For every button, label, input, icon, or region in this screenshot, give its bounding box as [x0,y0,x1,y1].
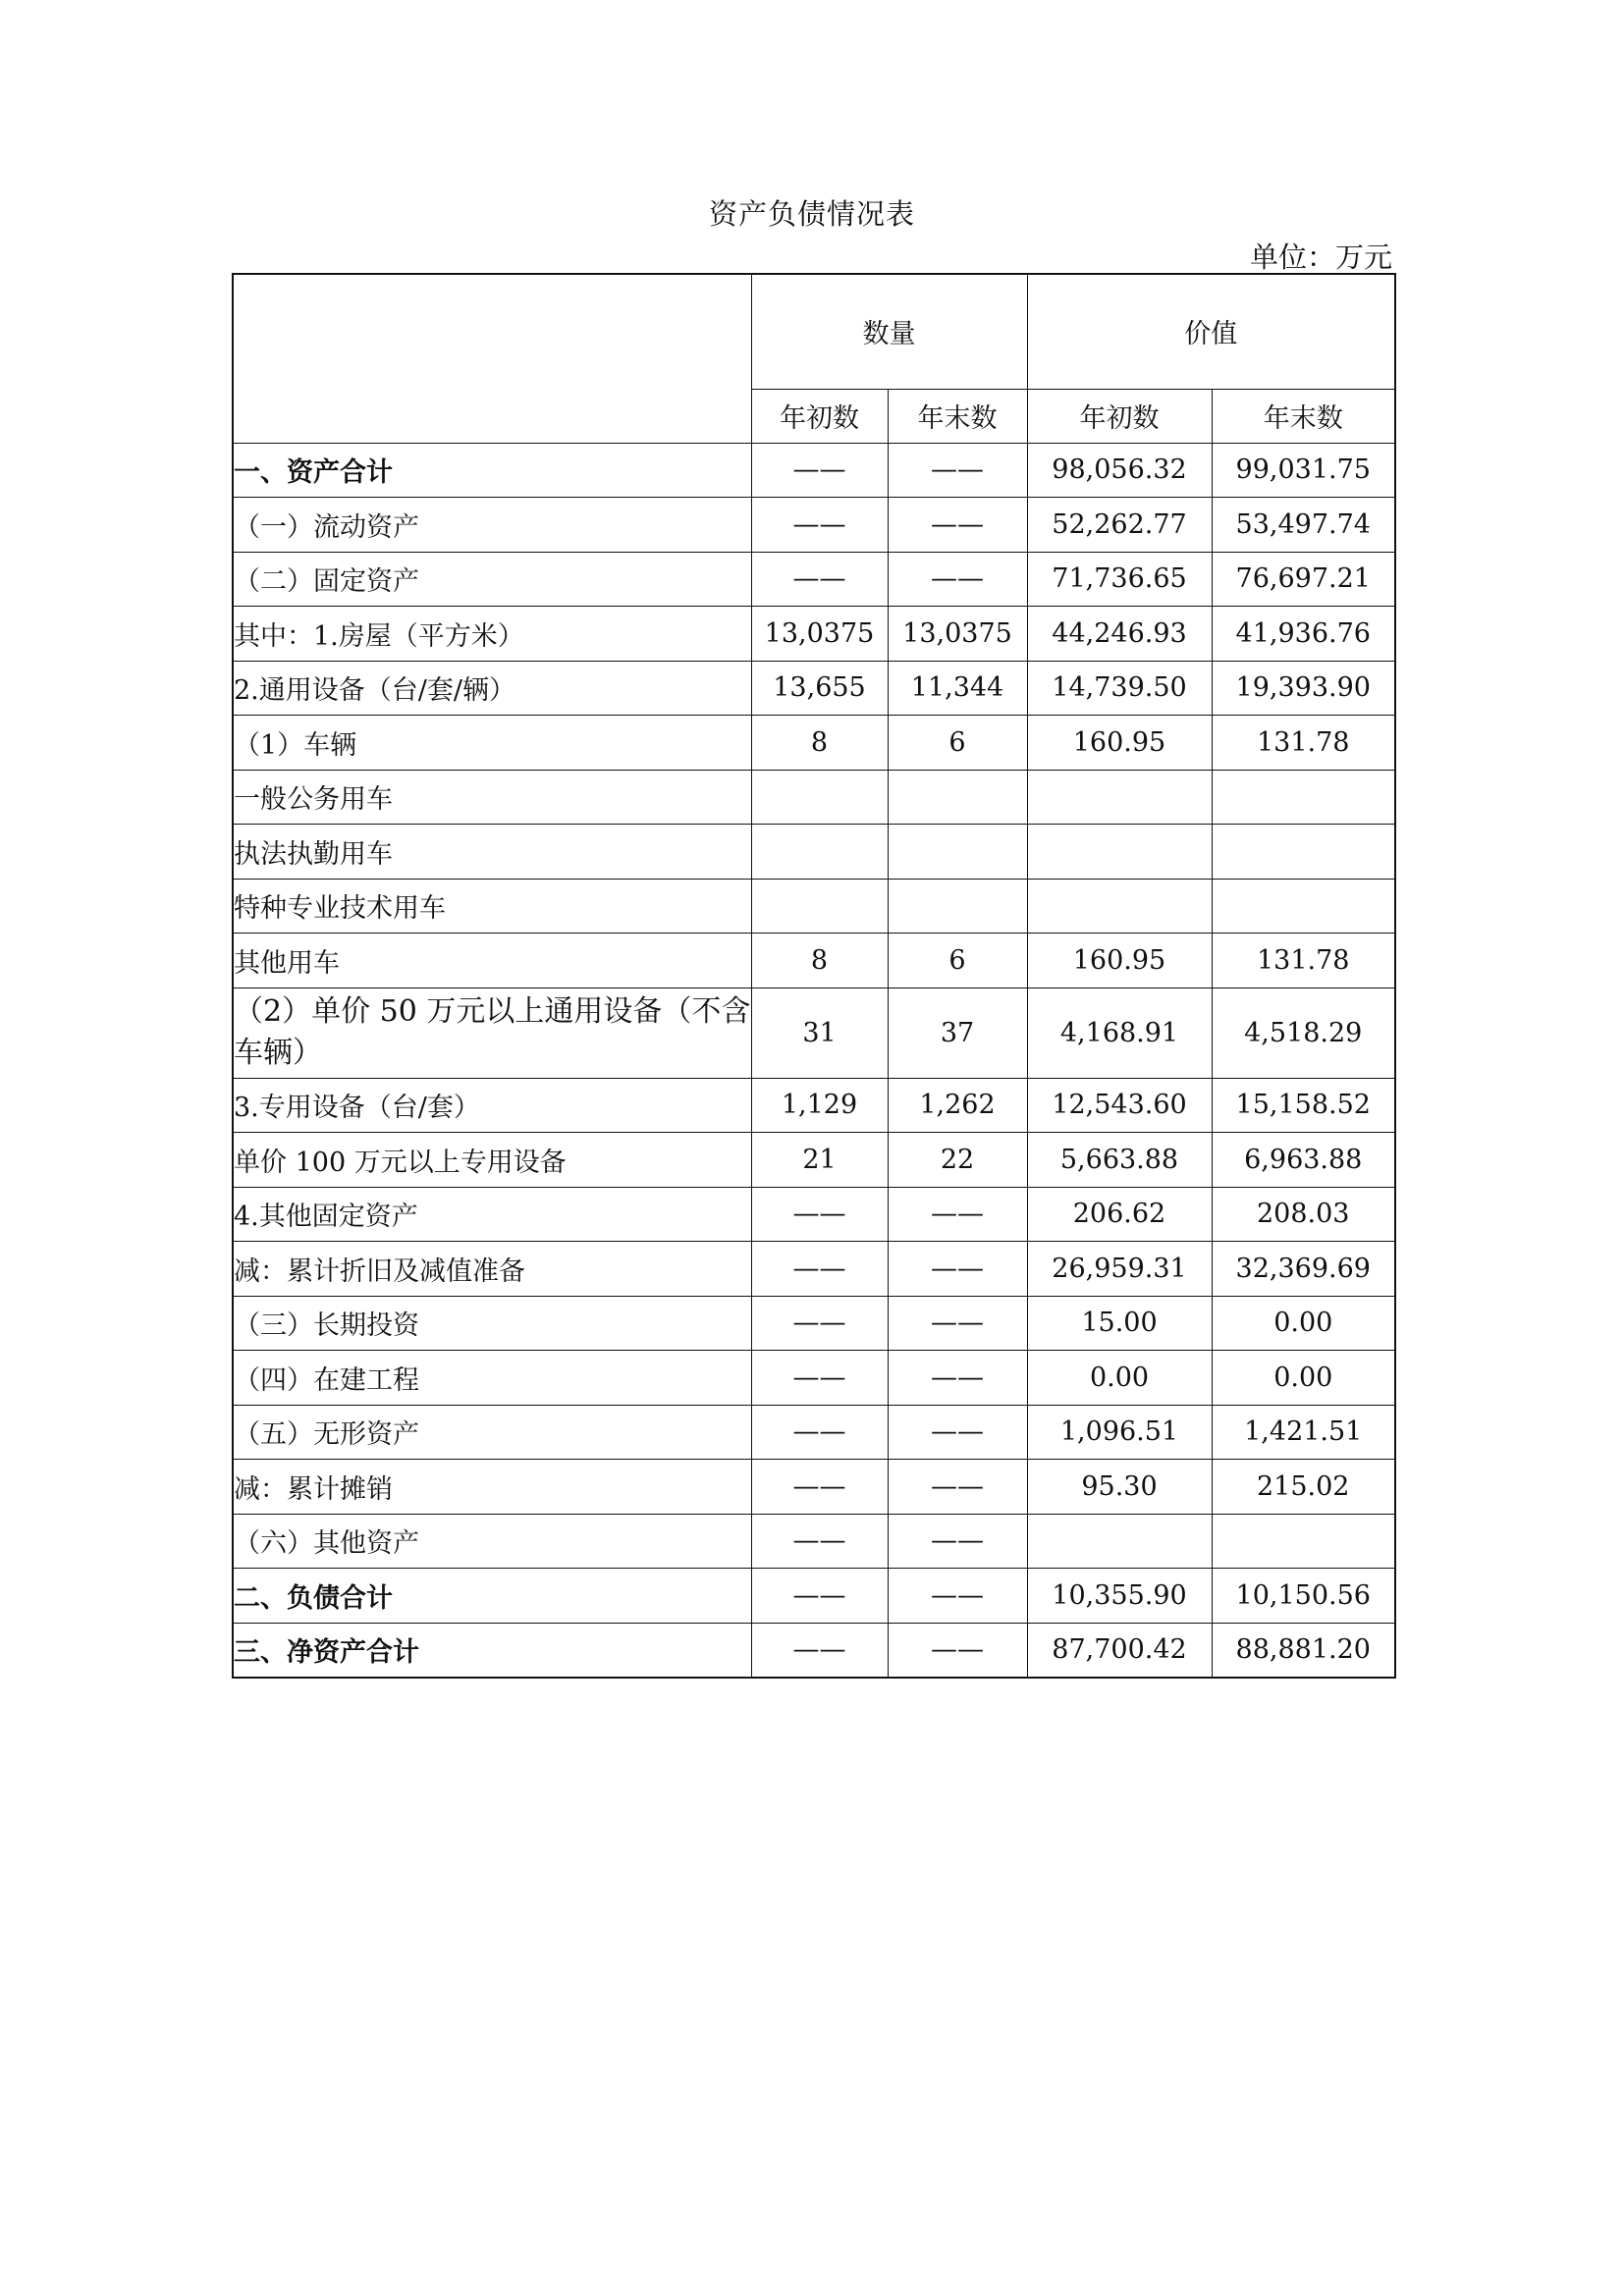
table-row [233,607,1395,662]
table-row [233,1078,1395,1133]
table-row [233,552,1395,607]
qty-begin-cell: —— [751,1187,888,1242]
header-qty-end: 年末数 [888,389,1027,443]
table-row [233,498,1395,553]
table-row [233,934,1395,988]
row-label: 3.专用设备（台/套） [233,1078,751,1133]
table-row [233,661,1395,716]
val-end-cell: 19,393.90 [1212,661,1395,716]
val-end-cell: 15,158.52 [1212,1078,1395,1133]
qty-begin-cell: —— [751,1242,888,1297]
val-end-cell: 32,369.69 [1212,1242,1395,1297]
qty-end-cell: —— [888,1623,1027,1678]
val-end-cell: 131.78 [1212,934,1395,988]
val-begin-cell: 87,700.42 [1027,1623,1212,1678]
val-begin-cell: 98,056.32 [1027,443,1212,498]
table-row [233,1569,1395,1624]
qty-begin-cell: —— [751,1405,888,1460]
val-begin-cell: 15.00 [1027,1296,1212,1351]
qty-end-cell [888,879,1027,934]
qty-begin-cell: 8 [751,716,888,771]
val-begin-cell [1027,825,1212,880]
table-row [233,1405,1395,1460]
qty-end-cell [888,770,1027,825]
row-label: 单价 100 万元以上专用设备 [233,1133,751,1188]
qty-begin-cell: 31 [751,988,888,1078]
qty-end-cell: —— [888,498,1027,553]
header-quantity: 数量 [751,274,1027,389]
table-row [233,770,1395,825]
qty-begin-cell: 1,129 [751,1078,888,1133]
row-label: 减：累计折旧及减值准备 [233,1242,751,1297]
table-row [233,1351,1395,1406]
row-label: （四）在建工程 [233,1351,751,1406]
table-row [233,825,1395,880]
table-row [233,443,1395,498]
table-row [233,1514,1395,1569]
val-begin-cell: 44,246.93 [1027,607,1212,662]
qty-begin-cell: —— [751,1460,888,1515]
qty-begin-cell: 21 [751,1133,888,1188]
qty-begin-cell: —— [751,1569,888,1624]
qty-end-cell: —— [888,1242,1027,1297]
val-end-cell: 0.00 [1212,1296,1395,1351]
val-end-cell: 10,150.56 [1212,1569,1395,1624]
table-row [233,988,1395,1078]
qty-end-cell: 37 [888,988,1027,1078]
unit-label: 单位：万元 [1249,240,1392,274]
row-label: 其他用车 [233,934,751,988]
qty-end-cell: —— [888,1296,1027,1351]
val-end-cell [1212,879,1395,934]
row-label: （2）单价 50 万元以上通用设备（不含车辆） [233,988,751,1078]
val-end-cell: 4,518.29 [1212,988,1395,1078]
page-title: 资产负债情况表 [708,197,915,231]
qty-end-cell: —— [888,1405,1027,1460]
qty-begin-cell: 13,655 [751,661,888,716]
qty-begin-cell: —— [751,1351,888,1406]
qty-end-cell: 11,344 [888,661,1027,716]
header-row-group [233,274,1395,389]
val-begin-cell [1027,879,1212,934]
val-end-cell [1212,770,1395,825]
qty-end-cell: 1,262 [888,1078,1027,1133]
qty-begin-cell [751,770,888,825]
table-row [233,1133,1395,1188]
val-end-cell: 208.03 [1212,1187,1395,1242]
row-label: 4.其他固定资产 [233,1187,751,1242]
header-blank-cell [233,274,751,443]
qty-end-cell: —— [888,552,1027,607]
row-label: （二）固定资产 [233,552,751,607]
qty-begin-cell: 13,0375 [751,607,888,662]
qty-end-cell: 6 [888,716,1027,771]
row-label: 特种专业技术用车 [233,879,751,934]
row-label: （一）流动资产 [233,498,751,553]
qty-begin-cell: 8 [751,934,888,988]
val-end-cell: 53,497.74 [1212,498,1395,553]
row-label: 执法执勤用车 [233,825,751,880]
val-end-cell: 0.00 [1212,1351,1395,1406]
table-row [233,1623,1395,1678]
val-begin-cell: 10,355.90 [1027,1569,1212,1624]
qty-end-cell: 13,0375 [888,607,1027,662]
row-label: 减：累计摊销 [233,1460,751,1515]
val-end-cell: 215.02 [1212,1460,1395,1515]
row-label: （1）车辆 [233,716,751,771]
val-begin-cell: 5,663.88 [1027,1133,1212,1188]
val-end-cell: 6,963.88 [1212,1133,1395,1188]
val-begin-cell: 160.95 [1027,934,1212,988]
val-begin-cell: 26,959.31 [1027,1242,1212,1297]
val-end-cell: 88,881.20 [1212,1623,1395,1678]
qty-end-cell: 6 [888,934,1027,988]
val-end-cell [1212,825,1395,880]
row-label: 三、净资产合计 [233,1623,751,1678]
qty-begin-cell: —— [751,1623,888,1678]
qty-begin-cell: —— [751,1514,888,1569]
qty-begin-cell: —— [751,552,888,607]
table-row [233,1296,1395,1351]
row-label: （五）无形资产 [233,1405,751,1460]
row-label: 一般公务用车 [233,770,751,825]
row-label: 二、负债合计 [233,1569,751,1624]
val-end-cell: 99,031.75 [1212,443,1395,498]
val-end-cell [1212,1514,1395,1569]
table-row [233,1242,1395,1297]
val-begin-cell: 206.62 [1027,1187,1212,1242]
val-begin-cell: 71,736.65 [1027,552,1212,607]
qty-begin-cell [751,825,888,880]
val-begin-cell [1027,770,1212,825]
header-val-end: 年末数 [1212,389,1395,443]
val-end-cell: 41,936.76 [1212,607,1395,662]
val-begin-cell: 52,262.77 [1027,498,1212,553]
val-begin-cell: 12,543.60 [1027,1078,1212,1133]
qty-begin-cell: —— [751,443,888,498]
val-begin-cell: 4,168.91 [1027,988,1212,1078]
row-label: （三）长期投资 [233,1296,751,1351]
table-row [233,716,1395,771]
val-end-cell: 131.78 [1212,716,1395,771]
val-begin-cell: 160.95 [1027,716,1212,771]
row-label: 其中：1.房屋（平方米） [233,607,751,662]
row-label: （六）其他资产 [233,1514,751,1569]
qty-end-cell [888,825,1027,880]
header-value: 价值 [1027,274,1395,389]
row-label: 2.通用设备（台/套/辆） [233,661,751,716]
val-begin-cell: 0.00 [1027,1351,1212,1406]
qty-end-cell: —— [888,1460,1027,1515]
val-begin-cell: 95.30 [1027,1460,1212,1515]
qty-end-cell: —— [888,1569,1027,1624]
header-val-begin: 年初数 [1027,389,1212,443]
val-end-cell: 1,421.51 [1212,1405,1395,1460]
val-begin-cell: 1,096.51 [1027,1405,1212,1460]
qty-end-cell: —— [888,1351,1027,1406]
header-qty-begin: 年初数 [751,389,888,443]
qty-end-cell: —— [888,1187,1027,1242]
balance-sheet-table [232,273,1396,1679]
qty-begin-cell: —— [751,498,888,553]
val-begin-cell [1027,1514,1212,1569]
table-row [233,1460,1395,1515]
val-end-cell: 76,697.21 [1212,552,1395,607]
table-row [233,879,1395,934]
qty-begin-cell [751,879,888,934]
qty-end-cell: —— [888,1514,1027,1569]
qty-end-cell: 22 [888,1133,1027,1188]
val-begin-cell: 14,739.50 [1027,661,1212,716]
qty-end-cell: —— [888,443,1027,498]
qty-begin-cell: —— [751,1296,888,1351]
row-label: 一、资产合计 [233,443,751,498]
table-row [233,1187,1395,1242]
